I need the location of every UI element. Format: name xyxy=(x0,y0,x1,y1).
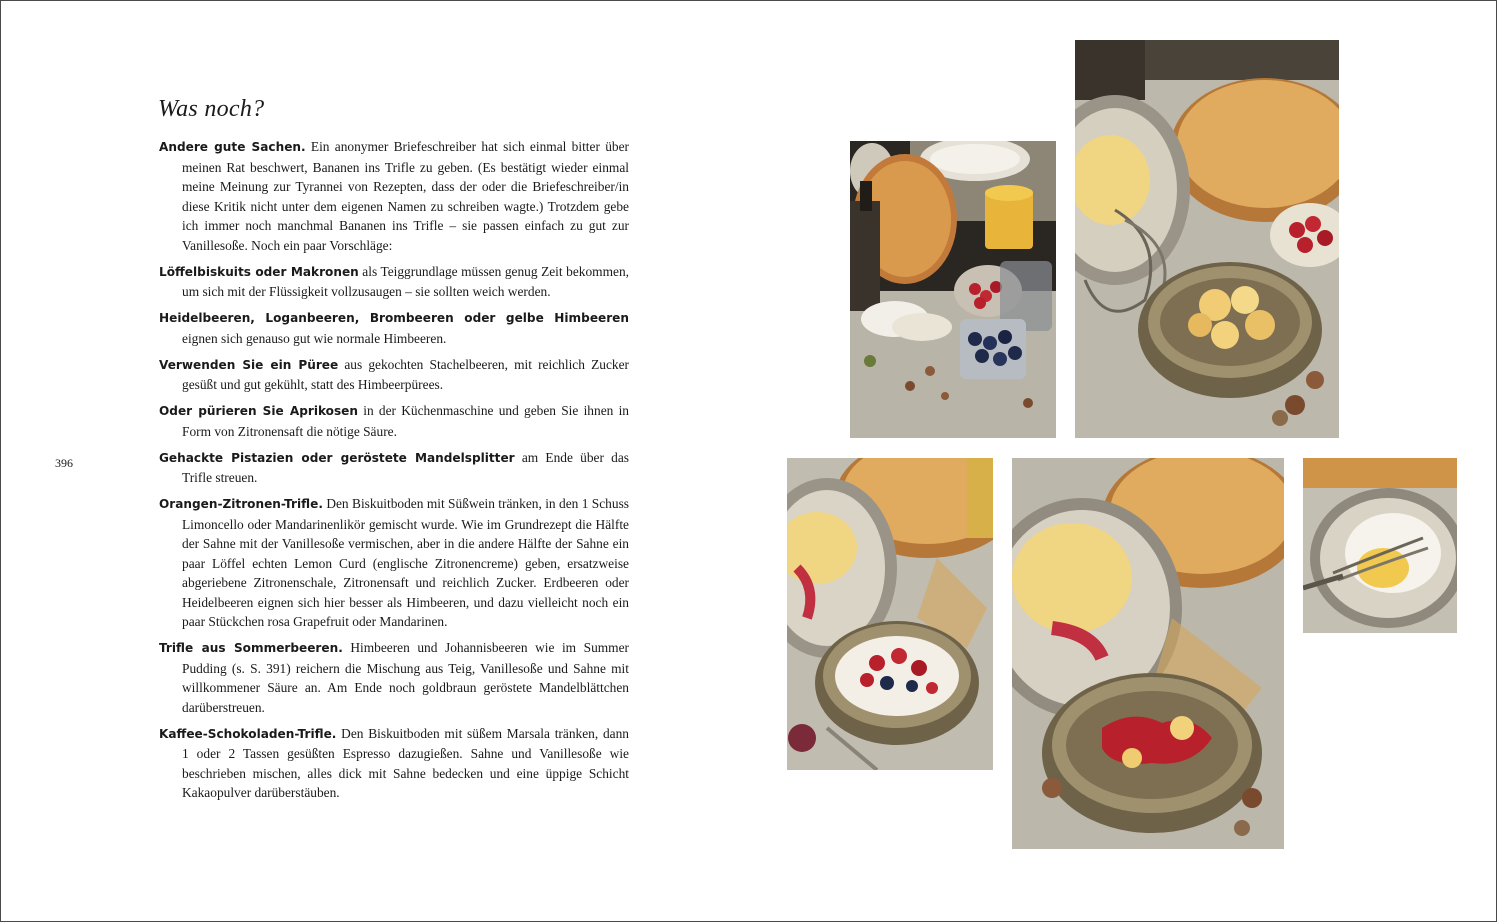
entry-lead: Andere gute Sachen. xyxy=(159,140,306,154)
entry-lead: Orangen-Zitronen-Trifle. xyxy=(159,497,323,511)
entry-text: Den Biskuitboden mit Süßwein tränken, in den 1 Schuss Limoncello oder Mandarinenlikör gemischt wurde. Wie im Grundrezept die Hälfte der Sahne mit der Vanillesoße vermischen, aber in die andere Hälfte der Sahne ein paar Löffel echten Lemon Curd (englische Zitronencreme) geben, ersatzweise abgeriebene Zitronenschale, Zitronensaft und reichlich Zucker. Erdbeeren oder Heidelbeeren eignen sich hier besser als Himbeeren, und dazu vielleicht noch ein paar Stückchen rosa Grapefruit oder Mandarinen. xyxy=(182,496,629,629)
entry-lead: Gehackte Pistazien oder geröstete Mandelsplitter xyxy=(159,450,515,465)
entry-kaffee-schokoladen-trifle xyxy=(159,724,629,803)
entry-text: eignen sich genauso gut wie normale Himbeeren. xyxy=(182,330,447,346)
entry-loeffelbiskuits xyxy=(159,262,629,302)
page-number: 396 xyxy=(55,456,73,470)
entry-aprikosen xyxy=(159,401,629,441)
photo-sponge-and-bowl xyxy=(1075,40,1339,438)
entry-pistazien xyxy=(159,448,629,488)
photo-whisked-cream-illustration xyxy=(1303,458,1457,633)
photo-raspberry-trifle xyxy=(1012,458,1284,849)
photo-sponge-and-bowl-illustration xyxy=(1075,40,1339,438)
entry-text: Den Biskuitboden mit süßem Marsala tränken, dann 1 oder 2 Tassen gesüßten Espresso dazugießen. Sahne und Vanillesoße wie beschrieben mischen, alles dick mit Sahne bedecken und eine üppige Schicht Kakaopulver darüberstäuben. xyxy=(182,725,629,800)
entry-text: Himbeeren und Johannisbeeren wie im Summer Pudding (s. S. 391) reichern die Mischung aus Teig, Vanillesoße und Sahne mit willkommener Säure an. Am Ende noch goldbraun geröstete Mandelblättchen darüberstreuen. xyxy=(182,640,629,715)
entry-pueree xyxy=(159,355,629,395)
photo-ingredients xyxy=(850,141,1056,438)
entry-sommerbeeren-trifle xyxy=(159,638,629,717)
photo-ingredients-illustration xyxy=(850,141,1056,438)
entry-lead: Trifle aus Sommerbeeren. xyxy=(159,641,343,655)
photo-raspberry-trifle-illustration xyxy=(1012,458,1284,849)
entry-text: als Teiggrundlage müssen genug Zeit bekommen, um sich mit der Flüssigkeit vollzusaugen – sie sollten weich werden. xyxy=(182,263,629,299)
recipe-variations-text xyxy=(159,137,629,809)
entry-heidelbeeren xyxy=(159,308,629,348)
entry-lead: Oder pürieren Sie Aprikosen xyxy=(159,404,358,418)
entry-text: aus gekochten Stachelbeeren, mit reichlich Zucker gesüßt und gut gekühlt, statt des Himbeerpürees. xyxy=(182,356,629,392)
entry-orangen-zitronen-trifle xyxy=(159,494,629,632)
entry-lead: Löffelbiskuits oder Makronen xyxy=(159,264,359,279)
photo-berry-trifle-illustration xyxy=(787,458,993,770)
entry-lead: Kaffee-Schokoladen-Trifle. xyxy=(159,726,337,741)
entry-text: am Ende über das Trifle streuen. xyxy=(182,449,629,485)
page-heading: Was noch? xyxy=(158,96,265,122)
entry-lead: Verwenden Sie ein Püree xyxy=(159,357,339,372)
photo-whisked-cream xyxy=(1303,458,1457,633)
entry-text: Ein anonymer Briefeschreiber hat sich einmal bitter über meinen Rat beschwert, Bananen ins Trifle zu geben. (Es bestätigt wieder einmal meine Meinung zur Tyrannei von Rezepten, dass der oder die Briefeschreiber/in diese Kritik nicht unter dem eigenen Namen zu schreiben wagte.) Trotzdem gebe ich immer noch manchmal Bananen ins Trifle – sie passen einfach zu gut zur Vanillesoße. Noch ein paar Vorschläge: xyxy=(182,139,629,253)
entry-lead: Heidelbeeren, Loganbeeren, Brombeeren oder gelbe Himbeeren xyxy=(159,311,629,325)
entry-text: in der Küchenmaschine und geben Sie ihnen in Form von Zitronensaft die nötige Säure. xyxy=(182,403,629,439)
photo-berry-trifle xyxy=(787,458,993,770)
entry-andere-gute-sachen xyxy=(159,137,629,255)
